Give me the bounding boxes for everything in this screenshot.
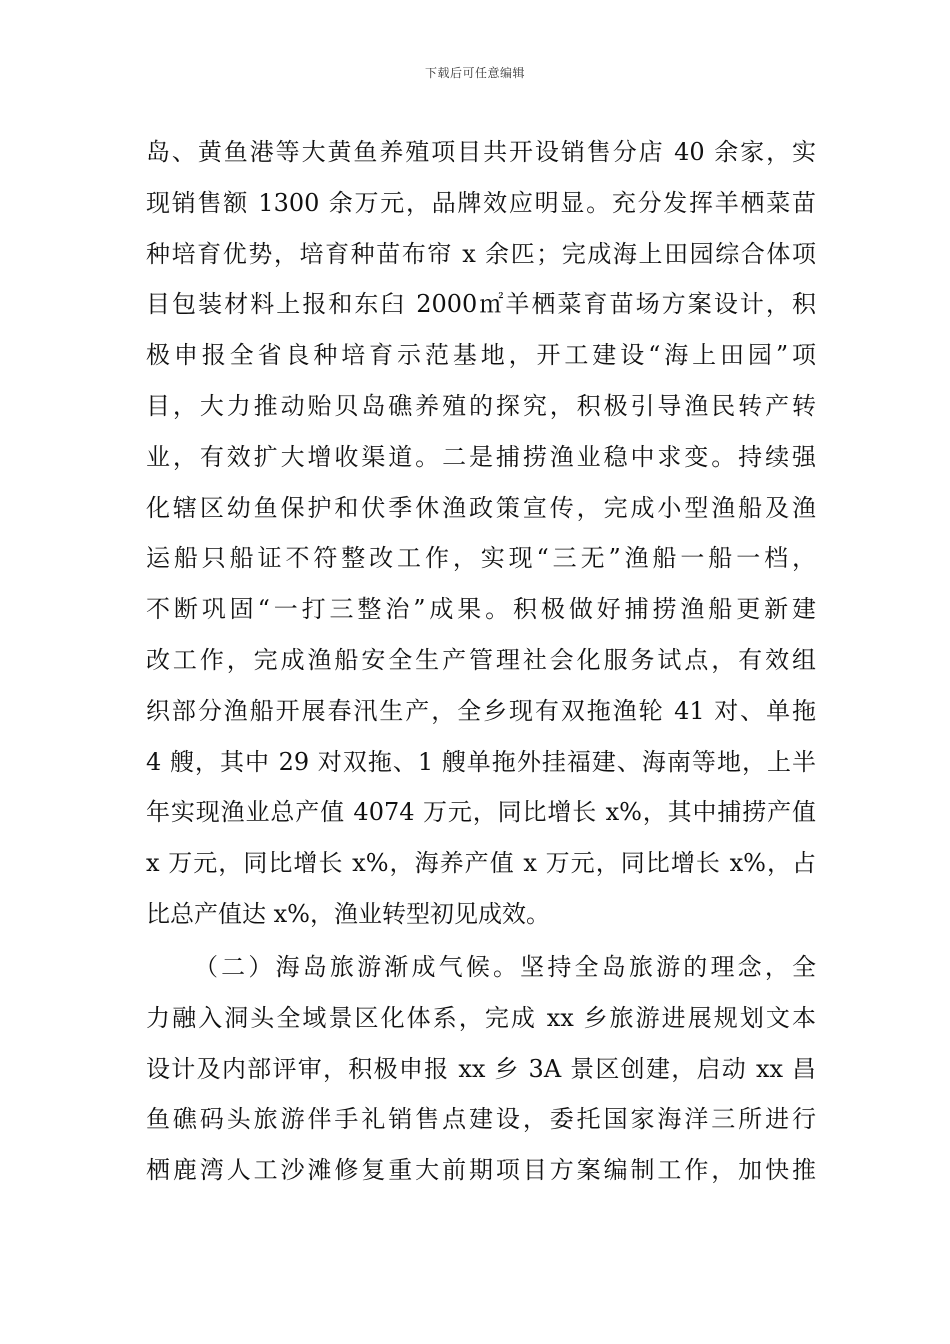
paragraph-island-tourism [146,942,816,1196]
text-line: 鱼礁码头旅游伴手礼销售点建设，委托国家海洋三所进行 [146,1105,816,1134]
text-line: 化辖区幼鱼保护和伏季休渔政策宣传，完成小型渔船及渔 [146,493,816,522]
text-line: 设计及内部评审，积极申报 xx 乡 3A 景区创建，启动 xx 昌 [146,1054,816,1083]
text-line: 极申报全省良种培育示范基地，开工建设“海上田园”项 [146,341,816,370]
text-line: 年实现渔业总产值 4074 万元，同比增长 x%，其中捕捞产值 [146,798,816,827]
text-line: 4 艘，其中 29 对双拖、1 艘单拖外挂福建、海南等地，上半 [146,747,816,776]
paragraph-aquaculture [146,127,816,940]
text-line: 现销售额 1300 余万元，品牌效应明显。充分发挥羊栖菜苗 [146,188,816,217]
text-line: 目，大力推动贻贝岛礁养殖的探究，积极引导渔民转产转 [146,391,816,420]
text-line: x 万元，同比增长 x%，海养产值 x 万元，同比增长 x%，占 [146,849,816,878]
text-line: 力融入洞头全域景区化体系，完成 xx 乡旅游进展规划文本 [146,1003,816,1032]
text-line: 织部分渔船开展春汛生产，全乡现有双拖渔轮 41 对、单拖 [146,696,816,725]
text-line: 运船只船证不符整改工作，实现“三无”渔船一船一档， [146,544,816,573]
text-line: 目包装材料上报和东臼 2000㎡羊栖菜育苗场方案设计，积 [146,290,816,319]
text-line: 不断巩固“一打三整治”成果。积极做好捕捞渔船更新建 [146,595,816,624]
text-line: 改工作，完成渔船安全生产管理社会化服务试点，有效组 [146,645,816,674]
text-line: （二）海岛旅游渐成气候。坚持全岛旅游的理念，全 [194,953,816,981]
text-line: 岛、黄鱼港等大黄鱼养殖项目共开设销售分店 40 余家，实 [146,138,816,166]
text-line: 比总产值达 x%，渔业转型初见成效。 [146,899,550,928]
text-line: 业，有效扩大增收渠道。二是捕捞渔业稳中求变。持续强 [146,442,816,471]
text-line: 栖鹿湾人工沙滩修复重大前期项目方案编制工作，加快推 [146,1156,816,1185]
page-header: 下载后可任意编辑 [424,66,525,80]
text-line: 种培育优势，培育种苗布帘 x 余匹；完成海上田园综合体项 [146,239,816,268]
